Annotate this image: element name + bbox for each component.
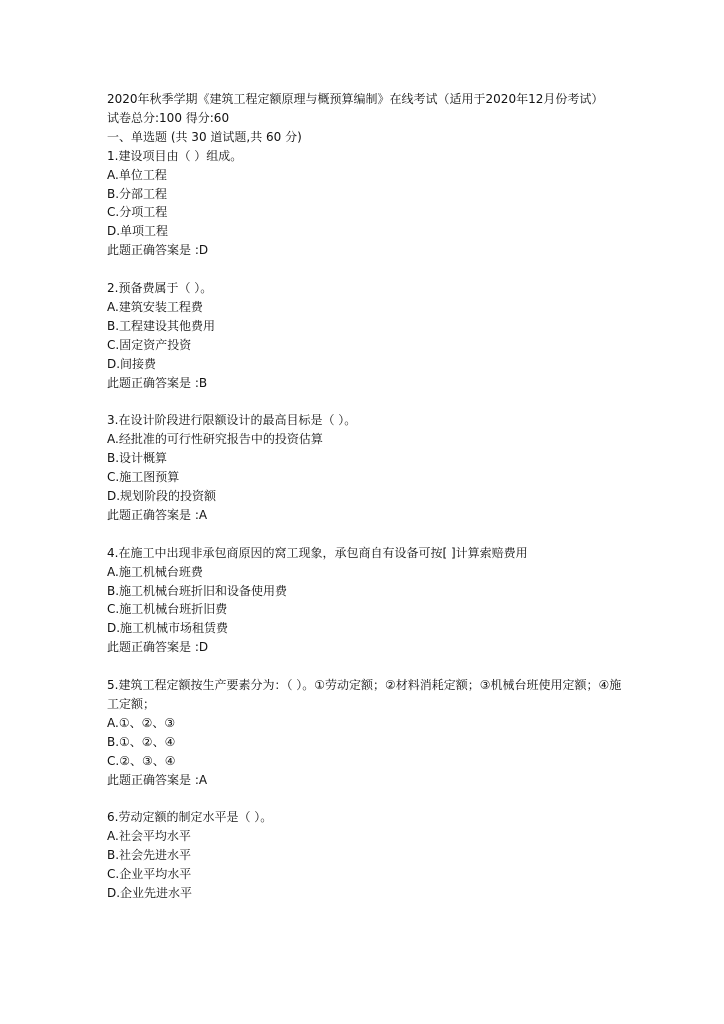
option-c: C.企业平均水平 — [107, 867, 192, 882]
question-stem: 5.建筑工程定额按生产要素分为：（ ）。①劳动定额；②材料消耗定额；③机械台班使用定额；④施工定额； — [107, 678, 622, 711]
correct-answer: 此题正确答案是 :A — [107, 772, 208, 787]
question-5 — [107, 676, 627, 789]
question-3 — [107, 411, 627, 524]
correct-answer: 此题正确答案是 :A — [107, 507, 208, 522]
option-d: D.单项工程 — [107, 224, 169, 239]
option-a: A.建筑安装工程费 — [107, 299, 203, 314]
option-c: C.②、③、④ — [107, 753, 176, 768]
option-c: C.分项工程 — [107, 205, 168, 220]
option-d: D.间接费 — [107, 356, 157, 371]
option-a: A.①、②、③ — [107, 715, 176, 730]
question-stem: 1.建设项目由（ ）组成。 — [107, 148, 243, 163]
option-b: B.设计概算 — [107, 451, 168, 466]
question-stem: 6.劳动定额的制定水平是（ ）。 — [107, 810, 273, 825]
option-c: C.固定资产投资 — [107, 337, 192, 352]
exam-title: 2020年秋季学期《建筑工程定额原理与概预算编制》在线考试（适用于2020年12月份考试） — [107, 92, 604, 106]
option-d: D.规划阶段的投资额 — [107, 489, 217, 503]
exam-document — [107, 90, 627, 903]
question-1 — [107, 147, 627, 260]
correct-answer: 此题正确答案是 :B — [107, 375, 208, 390]
correct-answer: 此题正确答案是 :D — [107, 640, 209, 655]
option-c: C.施工图预算 — [107, 470, 180, 485]
option-b: B.工程建设其他费用 — [107, 318, 216, 333]
section-heading: 一、单选题 (共 30 道试题,共 60 分) — [107, 129, 302, 144]
score-line: 试卷总分:100 得分:60 — [107, 110, 230, 125]
option-b: B.施工机械台班折旧和设备使用费 — [107, 583, 288, 598]
question-stem: 4.在施工中出现非承包商原因的窝工现象，承包商自有设备可按[ ]计算索赔费用 — [107, 545, 528, 560]
question-stem: 3.在设计阶段进行限额设计的最高目标是（ ）。 — [107, 413, 357, 428]
question-2 — [107, 279, 627, 392]
question-6 — [107, 808, 627, 903]
option-a: A.单位工程 — [107, 167, 167, 182]
option-a: A.经批准的可行性研究报告中的投资估算 — [107, 432, 323, 447]
option-c: C.施工机械台班折旧费 — [107, 602, 228, 617]
question-stem: 2.预备费属于（ ）。 — [107, 281, 213, 296]
option-b: B.①、②、④ — [107, 734, 176, 749]
option-b: B.分部工程 — [107, 186, 168, 201]
option-a: A.社会平均水平 — [107, 829, 191, 844]
correct-answer: 此题正确答案是 :D — [107, 243, 209, 258]
option-a: A.施工机械台班费 — [107, 564, 203, 579]
question-4 — [107, 544, 627, 657]
option-b: B.社会先进水平 — [107, 848, 192, 863]
option-d: D.企业先进水平 — [107, 885, 193, 900]
option-d: D.施工机械市场租赁费 — [107, 621, 229, 636]
